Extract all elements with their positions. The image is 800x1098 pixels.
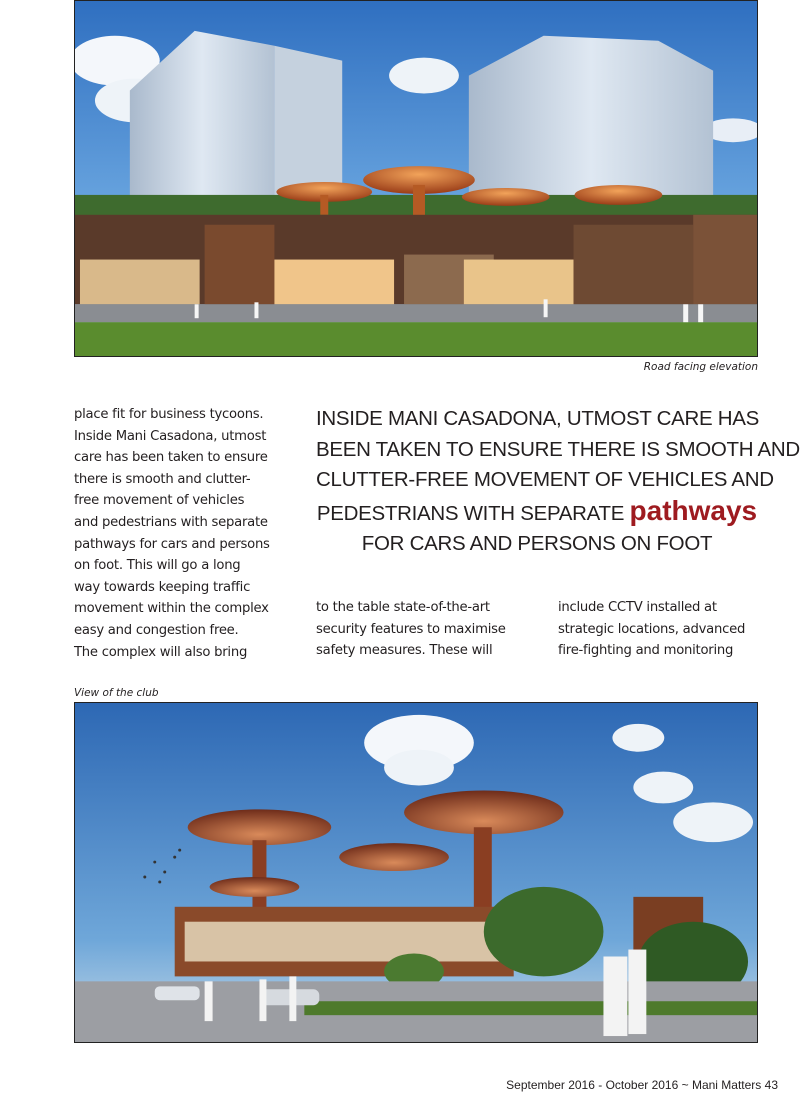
pull-quote — [316, 404, 800, 560]
body-text-line: movement within the complex — [74, 601, 269, 617]
body-text-line: fire-fighting and monitoring — [558, 643, 734, 659]
body-text-line: easy and congestion free. — [74, 622, 239, 638]
pull-quote-line: CLUTTER-FREE MOVEMENT OF VEHICLES AND — [316, 468, 774, 491]
club-view-image — [74, 702, 758, 1043]
body-text-line: way towards keeping traffic — [74, 579, 251, 595]
page-footer: September 2016 - October 2016 ~ Mani Matters 43 — [506, 1078, 778, 1092]
body-text-line: and pedestrians with separate — [74, 514, 268, 530]
body-text-line: place fit for business tycoons. — [74, 407, 264, 422]
pull-quote-highlight: pathways — [629, 494, 758, 526]
body-text-column-right — [558, 597, 768, 662]
body-text-line: there is smooth and clutter- — [74, 471, 251, 487]
body-text-column-middle — [316, 597, 526, 662]
top-image-caption: Road facing elevation — [643, 361, 758, 373]
body-text-line: pathways for cars and persons — [74, 536, 270, 552]
pull-quote-line: FOR CARS AND PERSONS ON FOOT — [361, 532, 713, 555]
bottom-image-caption: View of the club — [74, 687, 159, 699]
body-text-line: The complex will also bring — [74, 644, 248, 660]
road-facing-elevation-image — [74, 0, 758, 357]
body-text-line: on foot. This will go a long — [74, 558, 241, 574]
body-text-line: strategic locations, advanced — [558, 621, 746, 637]
body-text-line: care has been taken to ensure — [74, 450, 268, 466]
pull-quote-line: BEEN TAKEN TO ENSURE THERE IS SMOOTH AND — [316, 437, 800, 461]
pull-quote-text: PEDESTRIANS WITH SEPARATE — [316, 501, 630, 525]
body-text-line: security features to maximise — [316, 621, 506, 637]
body-text-column-left — [74, 404, 274, 663]
body-text-line: Inside Mani Casadona, utmost — [74, 428, 267, 444]
body-text-line: to the table state-of-the-art — [316, 600, 490, 615]
body-text-line: free movement of vehicles — [74, 493, 245, 509]
pull-quote-line — [316, 496, 758, 530]
pull-quote-line: INSIDE MANI CASADONA, UTMOST CARE HAS — [316, 407, 760, 430]
body-text-line: safety measures. These will — [316, 643, 493, 659]
body-text-line: include CCTV installed at — [558, 600, 717, 615]
